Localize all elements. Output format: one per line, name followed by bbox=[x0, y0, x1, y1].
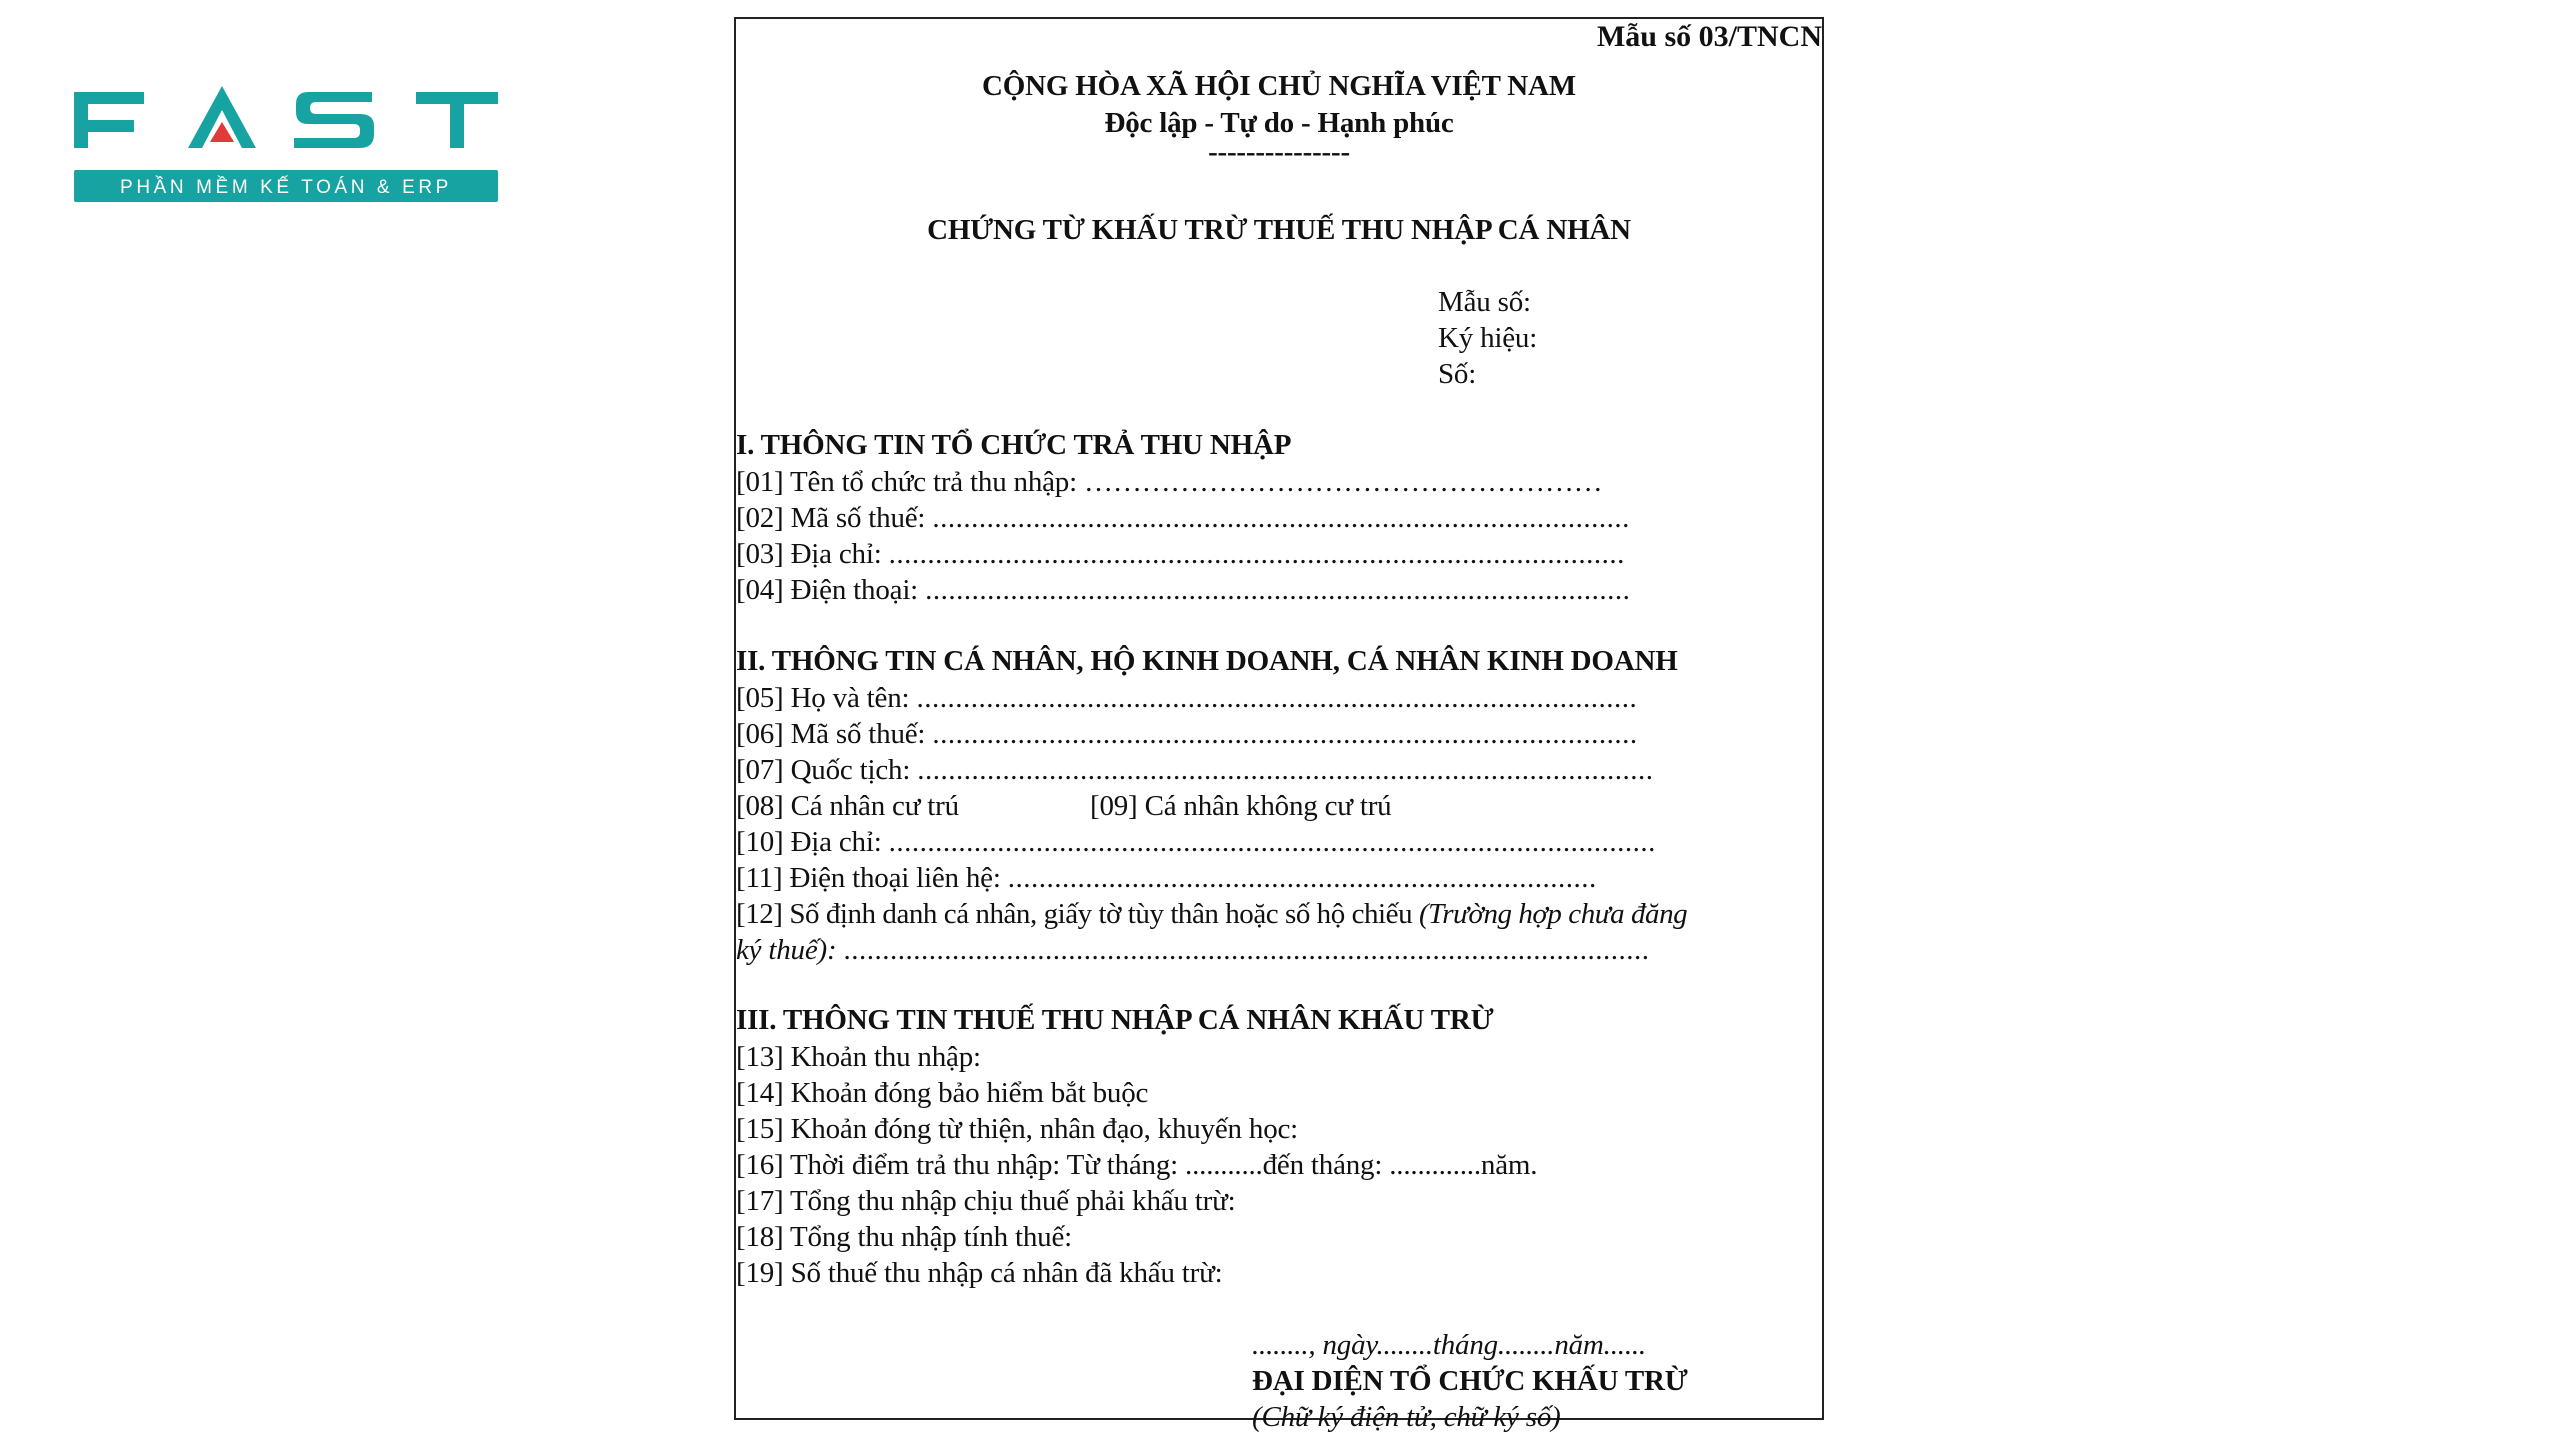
field-02-dots: .......................................................................................... bbox=[932, 502, 1630, 534]
meta-form-no: Mẫu số: bbox=[1438, 286, 1531, 318]
meta-symbol: Ký hiệu: bbox=[1438, 322, 1538, 354]
field-16: [16] Thời điểm trả thu nhập: Từ tháng: ...........đến tháng: .............năm. bbox=[736, 1149, 1538, 1181]
signature-role: ĐẠI DIỆN TỔ CHỨC KHẤU TRỪ bbox=[1252, 1365, 1688, 1397]
field-04 bbox=[736, 572, 1630, 608]
meta-number: Số: bbox=[1438, 358, 1477, 390]
field-12-label: [12] Số định danh cá nhân, giấy tờ tùy thân hoặc số hộ chiếu bbox=[736, 898, 1413, 930]
field-11-label: [11] Điện thoại liên hệ: bbox=[736, 862, 1001, 894]
field-11-dots: ............................................................................ bbox=[1007, 862, 1597, 894]
field-12-note-b: ký thuế): bbox=[736, 934, 837, 966]
section1-heading: I. THÔNG TIN TỔ CHỨC TRẢ THU NHẬP bbox=[736, 429, 1292, 461]
field-12 bbox=[736, 896, 1687, 932]
field-06 bbox=[736, 716, 1638, 752]
field-12-cont bbox=[736, 932, 1650, 968]
field-01 bbox=[736, 464, 1602, 500]
field-08: [08] Cá nhân cư trú bbox=[736, 790, 959, 822]
field-03 bbox=[736, 536, 1625, 572]
field-19: [19] Số thuế thu nhập cá nhân đã khấu trừ: bbox=[736, 1257, 1223, 1289]
field-03-dots: ............................................................................................... bbox=[888, 538, 1625, 570]
motto: Độc lập - Tự do - Hạnh phúc bbox=[1104, 107, 1454, 139]
logo-tagline bbox=[74, 170, 498, 202]
field-13: [13] Khoản thu nhập: bbox=[736, 1041, 981, 1073]
field-05-dots: ............................................................................................. bbox=[916, 682, 1638, 714]
field-10-label: [10] Địa chỉ: bbox=[736, 826, 882, 858]
field-04-label: [04] Điện thoại: bbox=[736, 574, 919, 606]
fast-logo bbox=[72, 82, 500, 204]
field-04-dots: ........................................................................................... bbox=[925, 574, 1631, 606]
field-07-dots: ............................................................................................... bbox=[917, 754, 1654, 786]
signature-note: (Chữ ký điện tử, chữ ký số) bbox=[1252, 1401, 1561, 1433]
field-02 bbox=[736, 500, 1630, 536]
field-06-dots: ........................................................................................... bbox=[932, 718, 1638, 750]
field-11 bbox=[736, 860, 1597, 896]
section2-heading: II. THÔNG TIN CÁ NHÂN, HỘ KINH DOANH, CÁ NHÂN KINH DOANH bbox=[736, 645, 1678, 677]
field-14: [14] Khoản đóng bảo hiểm bắt buộc bbox=[736, 1077, 1149, 1109]
nation-title: CỘNG HÒA XÃ HỘI CHỦ NGHĨA VIỆT NAM bbox=[982, 70, 1576, 102]
logo-brand-text bbox=[72, 168, 73, 169]
field-07-label: [07] Quốc tịch: bbox=[736, 754, 911, 786]
section3-heading: III. THÔNG TIN THUẾ THU NHẬP CÁ NHÂN KHẤU TRỪ bbox=[736, 1004, 1494, 1036]
header-rule: --------------- bbox=[1208, 136, 1350, 168]
logo-tagline-band bbox=[74, 170, 498, 202]
field-15: [15] Khoản đóng từ thiện, nhân đạo, khuyến học: bbox=[736, 1113, 1299, 1145]
fast-wordmark-icon bbox=[72, 82, 500, 168]
document-title: CHỨNG TỪ KHẤU TRỪ THUẾ THU NHẬP CÁ NHÂN bbox=[927, 214, 1631, 246]
tax-certificate-page bbox=[734, 17, 1824, 1433]
form-code: Mẫu số 03/TNCN bbox=[1596, 20, 1822, 53]
signature-date-line: ........, ngày........tháng........năm...... bbox=[1252, 1329, 1646, 1361]
field-05 bbox=[736, 680, 1637, 716]
field-18: [18] Tổng thu nhập tính thuế: bbox=[736, 1221, 1072, 1253]
field-12-dots: ........................................................................................................ bbox=[843, 934, 1650, 966]
field-01-label: [01] Tên tổ chức trả thu nhập: bbox=[736, 466, 1077, 498]
field-03-label: [03] Địa chỉ: bbox=[736, 538, 882, 570]
field-06-label: [06] Mã số thuế: bbox=[736, 718, 926, 750]
field-05-label: [05] Họ và tên: bbox=[736, 682, 910, 714]
field-10 bbox=[736, 824, 1656, 860]
field-01-dots: ……………………………………………… bbox=[1084, 466, 1603, 498]
field-07 bbox=[736, 752, 1654, 788]
logo-tagline-text: PHẦN MỀM KẾ TOÁN & ERP bbox=[120, 177, 452, 198]
field-10-dots: ................................................................................................... bbox=[888, 826, 1656, 858]
field-09: [09] Cá nhân không cư trú bbox=[1090, 790, 1392, 822]
field-12-note-a: (Trường hợp chưa đăng bbox=[1418, 898, 1688, 930]
field-17: [17] Tổng thu nhập chịu thuế phải khấu trừ: bbox=[736, 1185, 1236, 1217]
field-02-label: [02] Mã số thuế: bbox=[736, 502, 926, 534]
